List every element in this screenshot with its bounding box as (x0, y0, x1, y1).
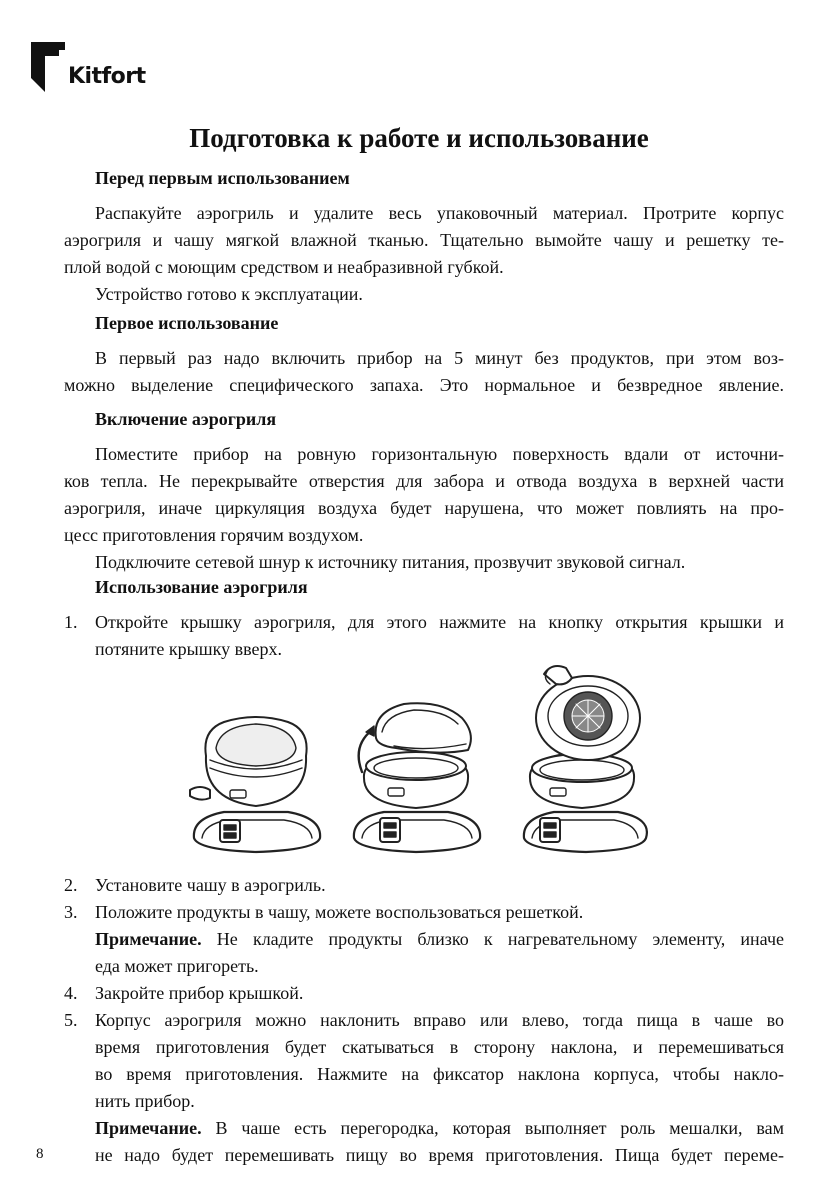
text-line: Распакуйте аэрогриль и удалите весь упаковочный материал. Протрите корпус (95, 203, 784, 223)
note-text: Не кладите продукты близко к нагревательному элементу, иначе (201, 929, 784, 949)
note-label: Примечание. (95, 929, 202, 949)
list-item-step-3 (64, 899, 784, 980)
text-line: Откройте крышку аэрогриля, для этого нажмите на кнопку открытия крышки и (95, 612, 784, 632)
kitfort-logo (31, 42, 146, 94)
text-line: цесс приготовления горячим воздухом. (64, 525, 364, 545)
grill-closed-icon (190, 717, 320, 852)
kitfort-logo-mark-icon (31, 42, 71, 94)
section-heading-usage: Использование аэрогриля (95, 577, 308, 597)
text-line: нить прибор. (95, 1091, 195, 1111)
paragraph-placement (64, 441, 784, 576)
brand-name: Kitfort (68, 64, 146, 89)
text-line: Установите чашу в аэрогриль. (95, 875, 326, 895)
note-line (95, 926, 784, 953)
text-line: Поместите прибор на ровную горизонтальную поверхность вдали от источни- (95, 444, 784, 464)
paragraph-unpack (64, 200, 784, 308)
list-item-step-2 (64, 872, 784, 899)
text-line: время приготовления будет скатываться в сторону наклона, и перемешиваться (95, 1037, 784, 1057)
text-line: Положите продукты в чашу, можете воспользоваться решеткой. (95, 902, 584, 922)
text-line: аэрогриля, иначе циркуляция воздуха будет нарушена, что может повлиять на про- (64, 498, 784, 518)
page-title: Подготовка к работе и использование (189, 123, 649, 153)
list-item-step-4 (64, 980, 784, 1007)
grill-lid-opening-icon (354, 703, 480, 852)
list-item-step-1 (64, 609, 784, 663)
section-heading-first-use: Первое использование (95, 313, 279, 333)
section-heading-power-on: Включение аэрогриля (95, 409, 277, 429)
list-number: 3. (64, 902, 78, 922)
section-heading-first-use-before: Перед первым использованием (95, 168, 350, 188)
list-number: 1. (64, 612, 78, 632)
text-line: Закройте прибор крышкой. (95, 983, 304, 1003)
list-number: 4. (64, 983, 78, 1003)
note-label: Примечание. (95, 1118, 202, 1138)
text-line: плой водой с моющим средством и неабразивной губкой. (64, 257, 504, 277)
text-line: ков тепла. Не перекрывайте отверстия для забора и отвода воздуха в верхней части (64, 471, 784, 491)
grill-lid-open-icon (524, 666, 647, 852)
text-line: во время приготовления. Нажмите на фиксатор наклона корпуса, чтобы накло- (95, 1064, 784, 1084)
paragraph-first-use (64, 345, 784, 399)
note-line: не надо будет перемешивать пищу во время приготовления. Пища будет переме- (95, 1145, 784, 1165)
list-number: 2. (64, 875, 78, 895)
text-line: Подключите сетевой шнур к источнику питания, прозвучит звуковой сигнал. (95, 552, 686, 572)
text-line: можно выделение специфического запаха. Это нормальное и безвредное явление. (64, 375, 784, 395)
text-line: Корпус аэрогриля можно наклонить вправо или влево, тогда пища в чаше во (95, 1010, 784, 1030)
list-number: 5. (64, 1010, 78, 1030)
air-grill-opening-illustration (176, 660, 648, 870)
text-line: аэрогриля и чашу мягкой влажной тканью. Тщательно вымойте чашу и решетку те- (64, 230, 784, 250)
page-number: 8 (36, 1146, 44, 1162)
note-text: В чаше есть перегородка, которая выполняет роль мешалки, вам (201, 1118, 784, 1138)
text-line: В первый раз надо включить прибор на 5 минут без продуктов, при этом воз- (95, 348, 784, 368)
note-line: еда может пригореть. (95, 956, 259, 976)
note-line (95, 1115, 784, 1142)
text-line: Устройство готово к эксплуатации. (95, 284, 363, 304)
list-item-step-5 (64, 1007, 784, 1169)
text-line: потяните крышку вверх. (95, 639, 282, 659)
